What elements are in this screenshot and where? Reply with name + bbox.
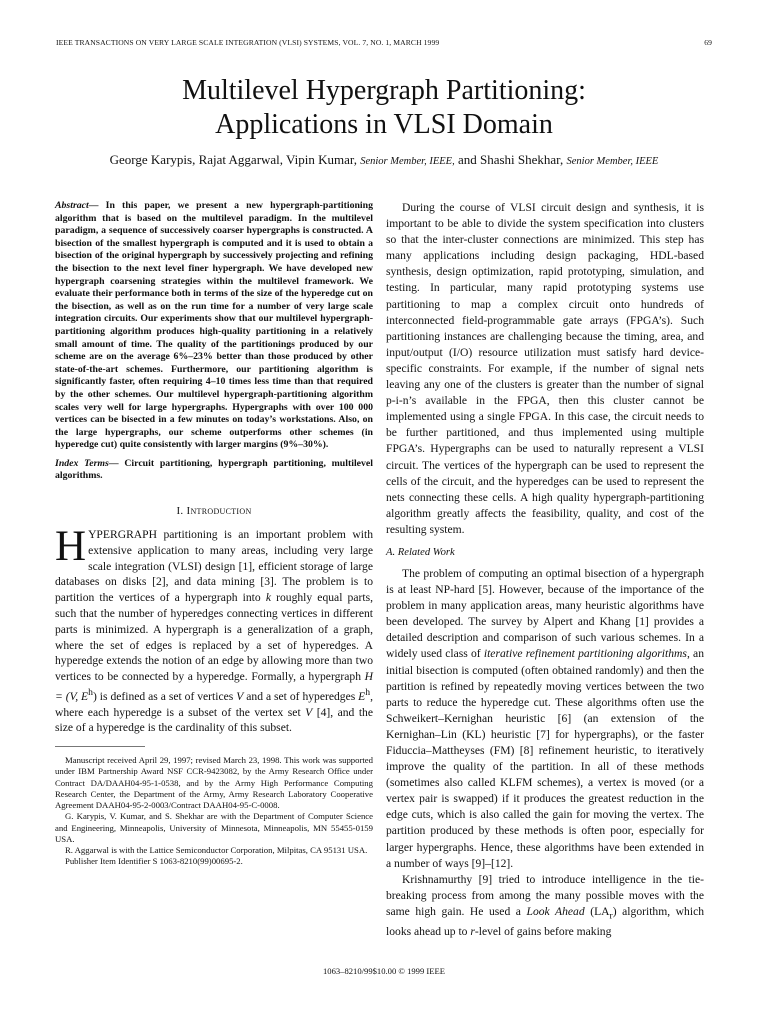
intro-text-f: [4], and the size of a hyperedge is the cardinality of this subset. xyxy=(55,705,373,735)
intro-text-c: is defined as a set of vertices xyxy=(96,689,237,703)
index-terms xyxy=(55,458,373,483)
krish-text-a: Krishnamurthy [9] tried to introduce intelligence in the tie-breaking process from among the many possible moves with the same high gain. He used a xyxy=(386,872,704,918)
drop-cap: H xyxy=(55,523,87,571)
index-terms-label: Index Terms— xyxy=(55,457,119,469)
krish-text-b: (LA xyxy=(584,904,610,918)
abstract-label: Abstract— xyxy=(55,200,99,211)
var-v-2: V xyxy=(305,705,313,719)
related-text-a: The problem of computing an optimal bisection of a hypergraph is at least NP-hard [5]. However, because of the importance of the problem in many application areas, many heuristic algorithms have been developed. The survey by Alpert and Khang [1] provides a detailed description and comparison of such various schemes. In a widely used class of xyxy=(386,566,704,661)
author-last-name: and Shashi Shekhar, xyxy=(457,152,564,167)
var-k: k xyxy=(265,591,271,605)
krish-text-c: ) algorithm, which looks ahead up to xyxy=(386,904,705,939)
page-number: 69 xyxy=(704,38,712,47)
var-e: E xyxy=(358,689,366,703)
krishnamurthy-paragraph xyxy=(386,872,704,941)
subscript-r: r xyxy=(609,910,613,922)
footnote-affiliation-2: R. Aggarwal is with the Lattice Semiconductor Corporation, Milpitas, CA 95131 USA. xyxy=(65,844,368,855)
section-heading-introduction xyxy=(55,505,373,517)
footnote-affiliation-1: G. Karypis, V. Kumar, and S. Shekhar are with the Department of Computer Science and Engineering, Minneapolis, University of Minnesota, Minneapolis, MN 55455-0159 USA. xyxy=(55,811,373,844)
copyright-footer: 1063–8210/99$10.00 © 1999 IEEE xyxy=(322,966,446,976)
formula-hypergraph: H = (V, E xyxy=(55,670,373,703)
left-column xyxy=(55,200,373,867)
intro-text-d: and a set of hyperedges xyxy=(243,689,359,703)
vlsi-design-paragraph: During the course of VLSI circuit design and synthesis, it is important to be able to divide the system specification into clusters so that the inter-cluster connections are minimized. This step has many applications including design packaging, HDL-based synthesis, design optimization, rapid prototyping, simulation, and testing. In particular, many rapid prototyping systems use partitioning to map a complex circuit onto hundreds of interconnected field-programmable gate arrays (FPGA’s). Such partitioning instances are challenging because the timing, area, and input/output (I/O) resource utilization must satisfy hard device-specific constraints. For example, if the number of signal nets leaving any one of the clusters is greater than the number of signal p-i-n’s available in the FPGA, then this cluster cannot be implemented using a single FPGA. In this case, the circuit needs to be further partitioned, and thus implemented using multiple FPGA’s. Hypergraphs can be used to naturally represent a VLSI circuit. The vertices of the hypergraph can be used to represent the cells of the circuit, and the hyperedges can be used to represent the nets connecting these cells. A high quality hypergraph-partitioning algorithm greatly affects the feasibility, quality, and cost of the resulting system. xyxy=(386,201,704,536)
footnote-divider xyxy=(55,746,145,747)
krish-text-d: -level of gains before making xyxy=(474,925,612,939)
intro-text-e: , where each hyperedge is a subset of the vertex set xyxy=(55,689,373,719)
intro-text-a: YPERGRAPH partitioning is an important problem with extensive application to many areas, including very large scale integration (VLSI) design [1], efficient storage of large databases on disks [2], and data mining [3]. The problem is to partition the vertices of a hypergraph into xyxy=(55,528,373,605)
section-title: Introduction xyxy=(186,505,252,518)
section-numeral: I. xyxy=(176,505,187,518)
abstract xyxy=(55,200,373,452)
abstract-text: In this paper, we present a new hypergraph-partitioning algorithm that is based on the multilevel paradigm. In the multilevel paradigm, a sequence of successively coarser hypergraphs is constructed. A bisection of the smallest hypergraph is computed and it is used to obtain a bisection of the original hypergraph by successively projecting and refining the bisection to the next level finer hypergraph. We have developed new hypergraph coarsening strategies within the multilevel framework. We evaluate their performance both in terms of the size of the hyperedge cut on the bisection, as well as on the run time for a number of very large scale integration circuits. Our experiments show that our multilevel hypergraph-partitioning algorithm produces high-quality partitioning in a relatively small amount of time. The quality of the partitionings produced by our scheme are on the average 6%–23% better than those produced by other state-of-the-art schemes. Furthermore, our partitioning algorithm is significantly faster, often requiring 4–10 times less time than that required by the other schemes. Our multilevel hypergraph-partitioning algorithm scales very well for large hypergraphs. Hypergraphs with over 100 000 vertices can be bisected in a few minutes on today’s workstations. Also, on the large hypergraphs, our scheme outperforms other schemes (in hyperedge cut) quite consistently with larger margins (9%–30%). xyxy=(55,200,373,451)
formula-close: ) xyxy=(92,689,97,703)
running-header xyxy=(56,38,712,47)
right-column xyxy=(386,200,704,940)
krish-emphasis: Look Ahead xyxy=(526,904,585,918)
footnote-manuscript: Manuscript received April 29, 1997; revised March 23, 1998. This work was supported under IBM Partnership Award NSF CCR-9423082, by the Army Research Office under Contract DA/DAAH04-95-1-0538, and by the Army High Performance Computing Research Center, the Department of the Army, Army Research Laboratory Cooperative Agreement DAAH04-95-2-0003/Contract DAAH04-95-C-0008. xyxy=(55,755,373,811)
intro-text-b: roughly equal parts, such that the number of hyperedges connecting vertices in different parts is minimized. A hypergraph is a generalization of a graph, where the set of edges is replaced by a set of hyperedges. A hyperedge extends the notion of an edge by allowing more than two vertices to be connected by a hyperedge. Formally, a hypergraph xyxy=(55,591,373,684)
related-text-b: , an initial bisection is computed (often obtained randomly) and then the partition is refined by repeatedly moving vertices between the two parts to reduce the hyperedge cut. These algorithms often use the Schweikert–Kernighan heuristic [6] (an extension of the Kernighan–Lin (KL) heuristic [7] for hypergraphs), or the faster Fiduccia–Mattheyses (FM) [8] refinement heuristic, to iteratively improve the quality of the partition. In all of these methods (sometimes also called KLFM schemes), a vertex is moved (or a vertex pair is swapped) if it produces the greatest reduction in the edge cuts, which is also called the gain for moving the vertex. The partition produced by these methods is often poor, especially for larger hypergraphs. Hence, these algorithms have been extended in a number of ways [9]–[12]. xyxy=(386,647,704,870)
index-terms-text: Circuit partitioning, hypergraph partitioning, multilevel algorithms. xyxy=(55,457,373,482)
journal-header: IEEE TRANSACTIONS ON VERY LARGE SCALE INTEGRATION (VLSI) SYSTEMS, VOL. 7, NO. 1, MARCH 1999 xyxy=(56,38,440,47)
var-r: r xyxy=(470,925,475,939)
title-line-1: Multilevel Hypergraph Partitioning: xyxy=(182,75,586,106)
footnotes xyxy=(55,755,373,867)
paper-title xyxy=(0,74,768,142)
related-work-paragraph xyxy=(386,566,704,872)
title-line-2: Applications in VLSI Domain xyxy=(215,109,553,140)
author-membership-2: Senior Member, IEEE xyxy=(566,156,659,167)
author-names: George Karypis, Rajat Aggarwal, Vipin Kumar, xyxy=(109,152,357,167)
footnote-identifier: Publisher Item Identifier S 1063-8210(99)00695-2. xyxy=(65,856,243,867)
author-membership-1: Senior Member, IEEE, xyxy=(360,156,455,167)
superscript-h-2: h xyxy=(365,687,371,699)
introduction-paragraph xyxy=(55,523,373,736)
related-emphasis: iterative refinement partitioning algorithms xyxy=(483,647,687,661)
author-line xyxy=(0,152,768,168)
superscript-h: h xyxy=(88,687,93,699)
subsection-heading-related-work: A. Related Work xyxy=(386,546,455,558)
var-v: V xyxy=(236,689,244,703)
